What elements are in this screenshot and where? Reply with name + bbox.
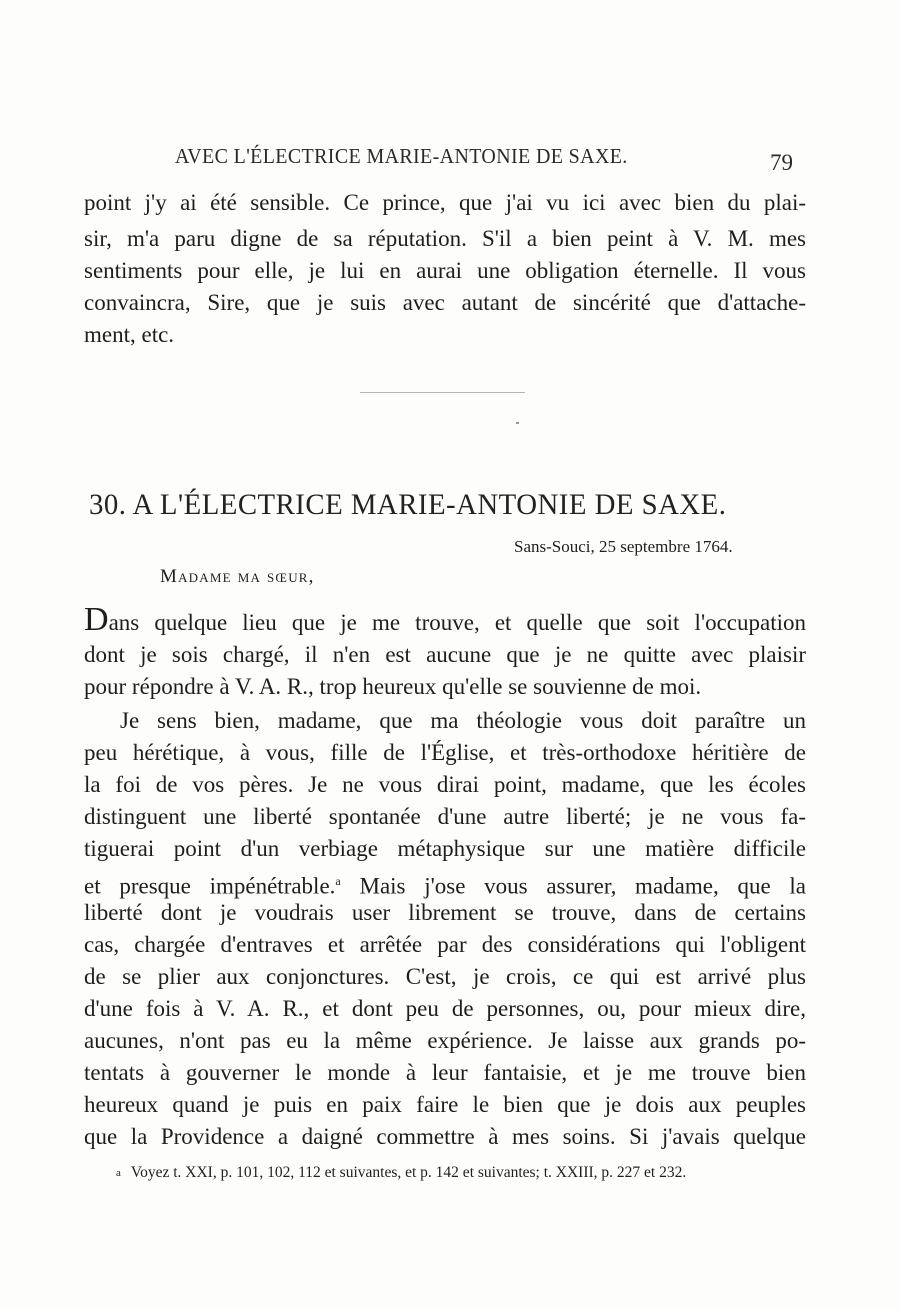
text-line: de se plier aux conjonctures. C'est, je crois, ce qui est arrivé plus [84,964,806,989]
text-line: point j'y ai été sensible. Ce prince, que j'ai vu ici avec bien du plai- [84,190,806,215]
text-line: d'une fois à V. A. R., et dont peu de personnes, ou, pour mieux dire, [84,996,806,1021]
footnote-reference[interactable]: a [335,874,341,888]
running-head: AVEC L'ÉLECTRICE MARIE-ANTONIE DE SAXE. [175,144,628,168]
footnote [116,1164,806,1182]
text-line: dont je sois chargé, il n'en est aucune que je ne quitte avec plaisir [84,642,806,667]
text-line: cas, chargée d'entraves et arrêtée par des considérations qui l'obligent [84,932,806,957]
dateline: Sans-Souci, 25 septembre 1764. [514,537,733,556]
text-line-first [84,601,806,638]
text-line: distinguent une liberté spontanée d'une autre liberté; je ne vous fa- [84,804,806,829]
page-number: 79 [770,150,793,175]
text-line: la foi de vos pères. Je ne vous dirai point, madame, que les écoles [84,772,806,797]
first-line-rest: ans quelque lieu que je me trouve, et quelle que soit l'occupation [108,610,806,635]
drop-cap: D [84,601,109,638]
salutation: Madame ma sœur, [160,566,315,587]
text-line: aucunes, n'ont pas eu la même expérience. Je laisse aux grands po- [84,1028,806,1053]
text-line: sir, m'a paru digne de sa réputation. S'il a bien peint à V. M. mes [84,226,806,251]
text-line: convaincra, Sire, que je suis avec autant de sincérité que d'attache- [84,290,806,315]
print-speck [516,422,519,424]
section-divider [360,392,525,393]
text-line: liberté dont je voudrais user librement se trouve, dans de certains [84,900,806,925]
text-line: pour répondre à V. A. R., trop heureux qu'elle se souvienne de moi. [84,674,702,699]
text-line: tentats à gouverner le monde à leur fantaisie, et je me trouve bien [84,1060,806,1085]
text-before-note: et presque impénétrable. [84,873,336,899]
footnote-marker: a [116,1167,121,1179]
text-line: peu hérétique, à vous, fille de l'Église, et très-orthodoxe héritière de [84,740,806,765]
letter-title: 30. A L'ÉLECTRICE MARIE-ANTONIE DE SAXE. [89,488,727,521]
text-line: sentiments pour elle, je lui en aurai une obligation éternelle. Il vous [84,258,806,283]
text-line: ment, etc. [84,322,175,347]
text-line: tiguerai point d'un verbiage métaphysique sur une matière difficile [84,836,806,861]
text-after-note: Mais j'ose vous assurer, madame, que la [340,873,806,899]
footnote-text: Voyez t. XXI, p. 101, 102, 112 et suivantes, et p. 142 et suivantes; t. XXIII, p. 227 et 232. [130,1164,687,1181]
text-line: Je sens bien, madame, que ma théologie vous doit paraître un [120,708,806,733]
text-line: que la Providence a daigné commettre à mes soins. Si j'avais quelque [84,1124,806,1149]
text-line: heureux quand je puis en paix faire le bien que je dois aux peuples [84,1092,806,1117]
text-line-with-note [84,866,806,902]
